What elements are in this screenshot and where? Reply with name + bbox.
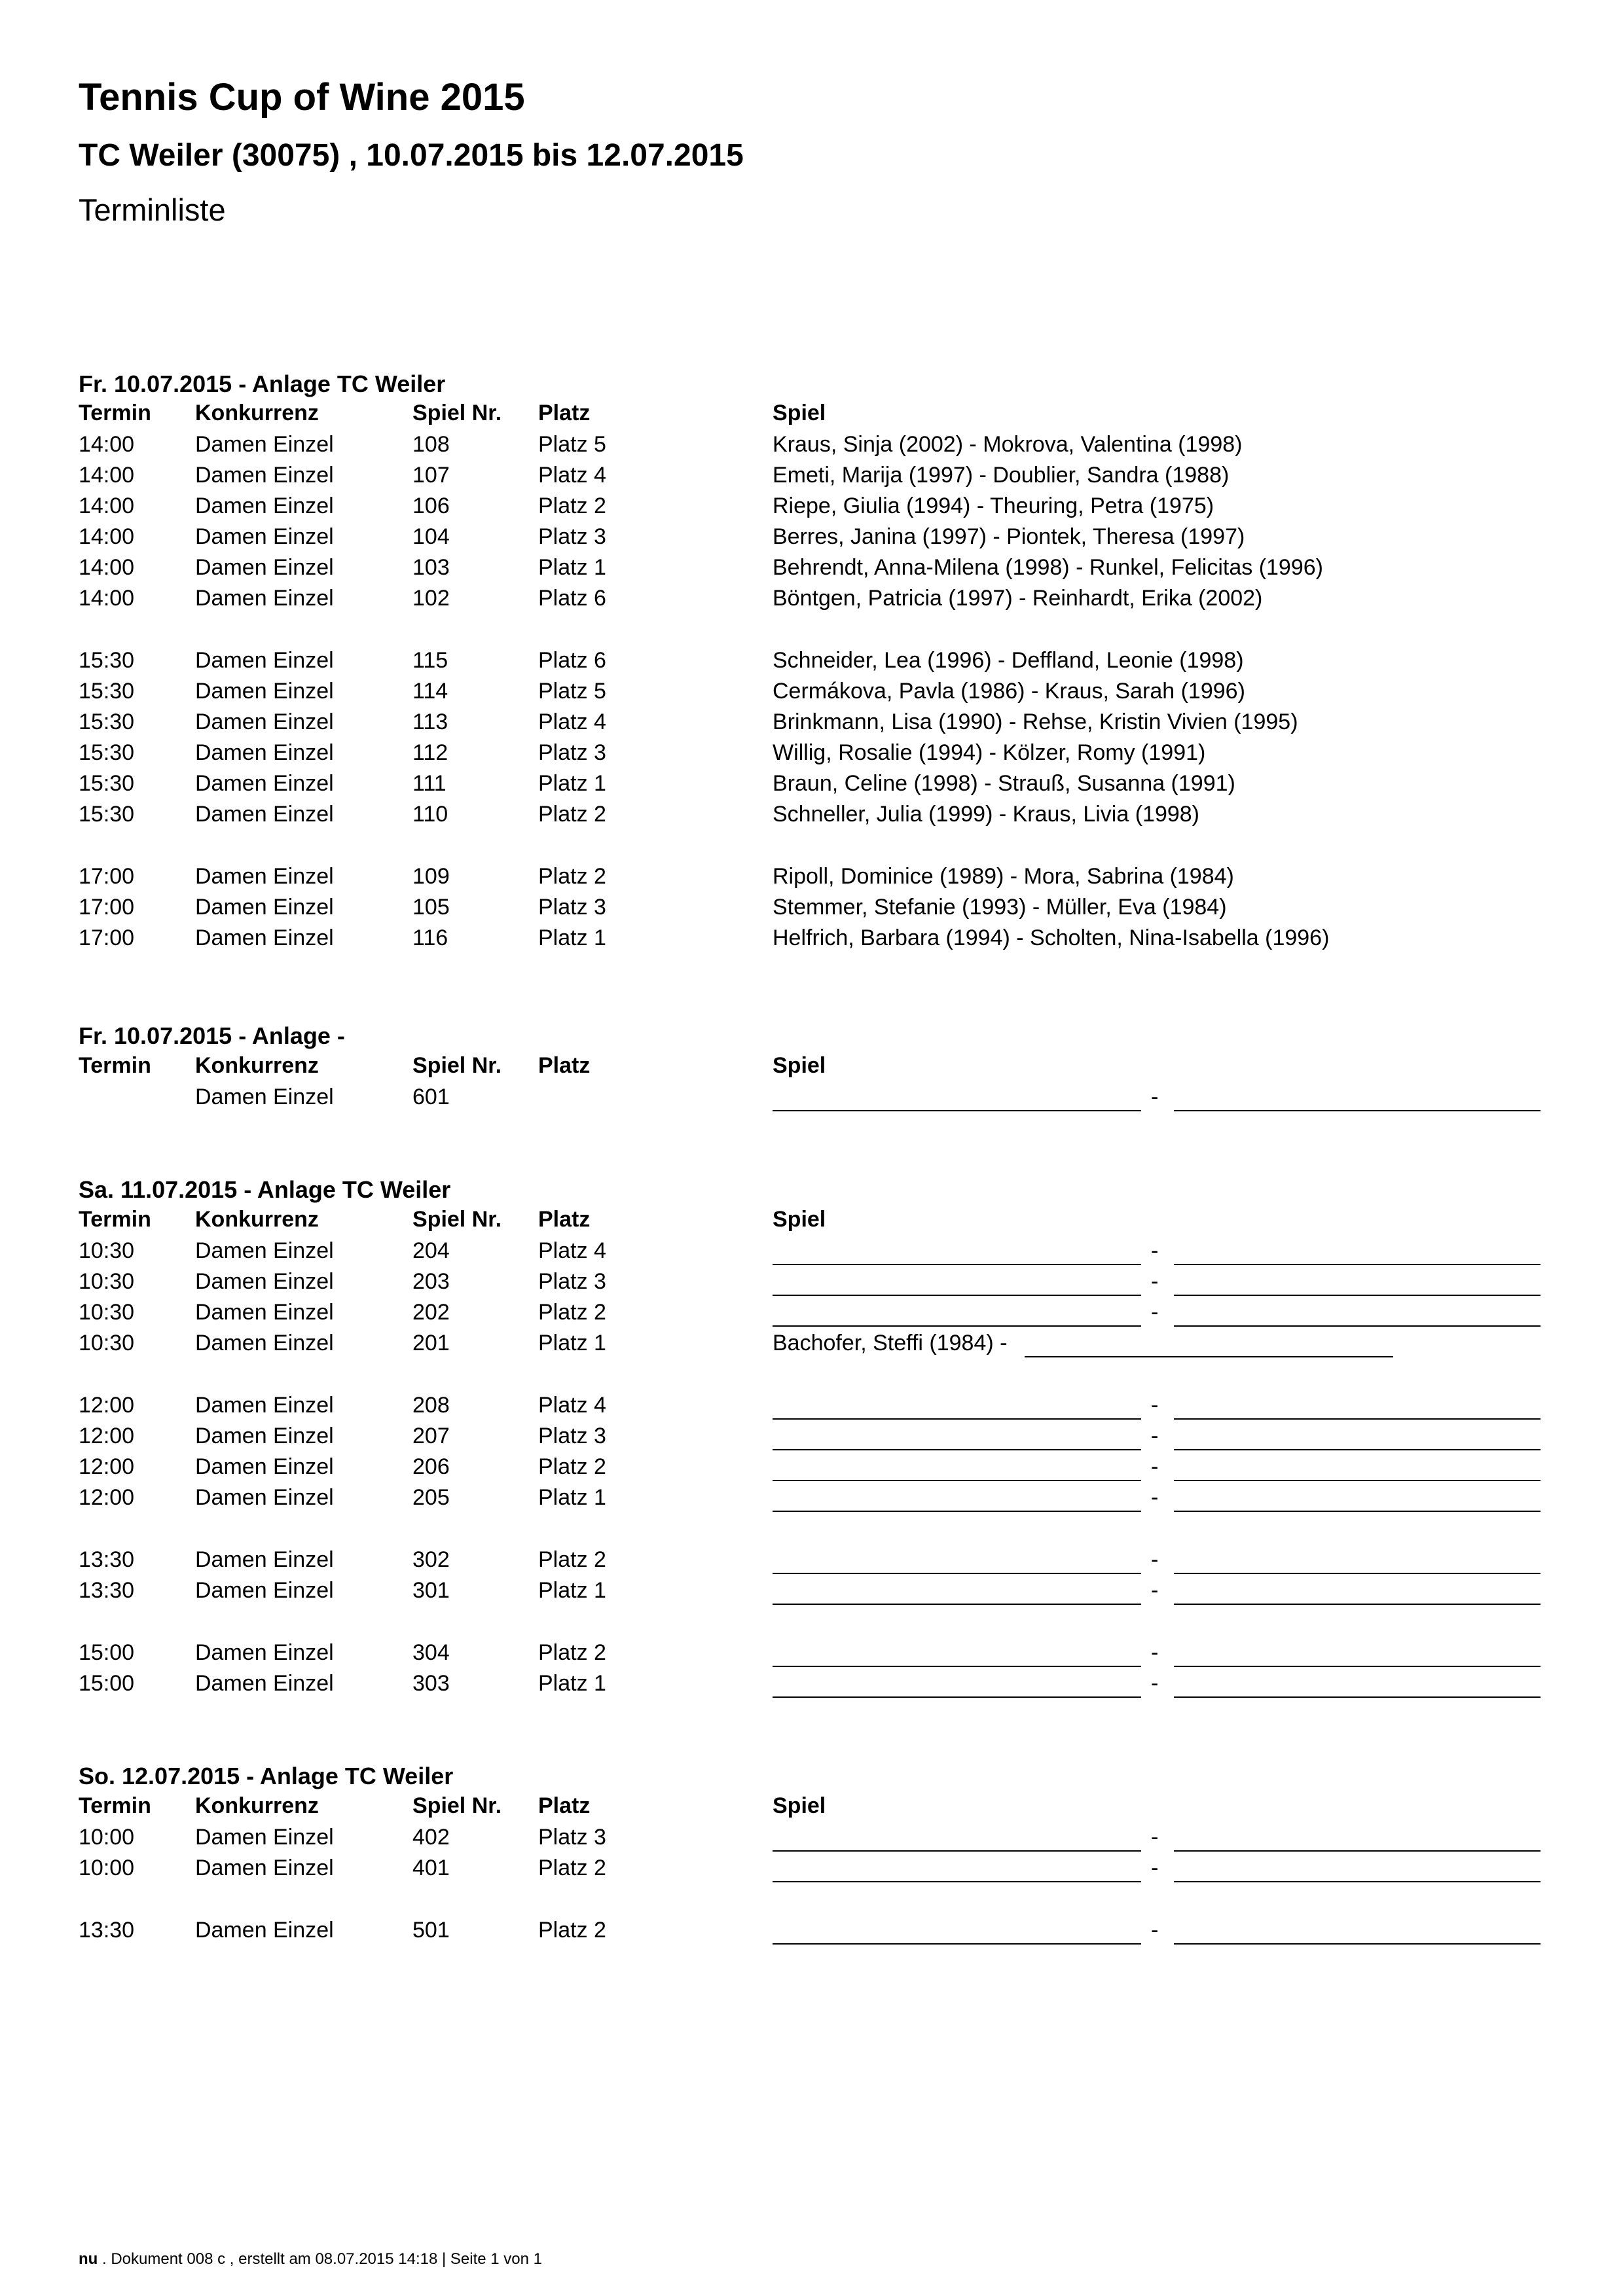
header-platz: Platz: [538, 401, 591, 425]
blank-player-line: [773, 1325, 1141, 1327]
konkurrenz-cell: Damen Einzel: [195, 895, 334, 920]
table-row: [0, 925, 1623, 956]
termin-cell: 12:00: [79, 1424, 135, 1448]
termin-cell: 13:30: [79, 1918, 135, 1943]
konkurrenz-cell: Damen Einzel: [195, 740, 334, 765]
spiel-nr-cell: 106: [412, 493, 450, 518]
spiel-nr-cell: 109: [412, 864, 450, 889]
spiel-nr-cell: 110: [412, 802, 448, 827]
platz-cell: Platz 2: [538, 1640, 606, 1665]
spiel-nr-cell: 111: [412, 771, 447, 796]
platz-cell: Platz 2: [538, 802, 606, 827]
spiel-nr-cell: 203: [412, 1269, 450, 1294]
table-row: [0, 709, 1623, 740]
termin-cell: 14:00: [79, 524, 135, 549]
blank-player-line: [1174, 1295, 1541, 1296]
header-termin: Termin: [79, 1793, 151, 1818]
match-separator: -: [1151, 1640, 1159, 1665]
table-row: [0, 1856, 1623, 1886]
table-header: [0, 1793, 1623, 1824]
blank-player-line: [773, 1449, 1141, 1450]
blank-player-line: [773, 1666, 1141, 1667]
konkurrenz-cell: Damen Einzel: [195, 432, 334, 457]
platz-cell: Platz 2: [538, 1547, 606, 1572]
termin-cell: 10:30: [79, 1269, 135, 1294]
spiel-nr-cell: 401: [412, 1856, 450, 1880]
konkurrenz-cell: Damen Einzel: [195, 555, 334, 580]
match-cell: Helfrich, Barbara (1994) - Scholten, Nina-Isabella (1996): [773, 925, 1330, 950]
spiel-nr-cell: 105: [412, 895, 450, 920]
header-konkurrenz: Konkurrenz: [195, 401, 319, 425]
spiel-nr-cell: 103: [412, 555, 450, 580]
table-row: [0, 586, 1623, 617]
match-cell: Schneider, Lea (1996) - Deffland, Leonie (1998): [773, 648, 1244, 673]
konkurrenz-cell: Damen Einzel: [195, 1393, 334, 1418]
spiel-nr-cell: 107: [412, 463, 450, 488]
match-cell: Willig, Rosalie (1994) - Kölzer, Romy (1991): [773, 740, 1206, 765]
blank-player-line: [1174, 1449, 1541, 1450]
konkurrenz-cell: Damen Einzel: [195, 493, 334, 518]
termin-cell: 10:00: [79, 1856, 135, 1880]
blank-player-line: [1174, 1943, 1541, 1945]
blank-player-line: [773, 1881, 1141, 1882]
header-termin: Termin: [79, 1053, 151, 1078]
header-spiel: Spiel: [773, 401, 826, 425]
konkurrenz-cell: Damen Einzel: [195, 1671, 334, 1696]
termin-cell: 12:00: [79, 1454, 135, 1479]
konkurrenz-cell: Damen Einzel: [195, 1300, 334, 1325]
blank-player-line: [773, 1418, 1141, 1420]
konkurrenz-cell: Damen Einzel: [195, 1269, 334, 1294]
termin-cell: 17:00: [79, 895, 135, 920]
header-spiel-nr: Spiel Nr.: [412, 401, 502, 425]
platz-cell: Platz 3: [538, 740, 606, 765]
konkurrenz-cell: Damen Einzel: [195, 1547, 334, 1572]
footer-brand: nu: [79, 2250, 98, 2268]
header-konkurrenz: Konkurrenz: [195, 1793, 319, 1818]
termin-cell: 14:00: [79, 432, 135, 457]
spiel-nr-cell: 601: [412, 1085, 450, 1109]
section-title: So. 12.07.2015 - Anlage TC Weiler: [79, 1763, 454, 1789]
table-row: [0, 1485, 1623, 1516]
spiel-nr-cell: 303: [412, 1671, 450, 1696]
spiel-nr-cell: 113: [412, 709, 448, 734]
table-row: [0, 1300, 1623, 1331]
termin-cell: 15:30: [79, 740, 135, 765]
match-cell: Braun, Celine (1998) - Strauß, Susanna (1991): [773, 771, 1235, 796]
blank-player-line: [1174, 1480, 1541, 1481]
termin-cell: 12:00: [79, 1485, 135, 1510]
match-cell: Schneller, Julia (1999) - Kraus, Livia (1998): [773, 802, 1199, 827]
match-separator: -: [1151, 1238, 1159, 1263]
konkurrenz-cell: Damen Einzel: [195, 1454, 334, 1479]
match-separator: -: [1151, 1578, 1159, 1603]
match-cell: Stemmer, Stefanie (1993) - Müller, Eva (1984): [773, 895, 1227, 920]
spiel-nr-cell: 207: [412, 1424, 450, 1448]
match-separator: -: [1151, 1918, 1159, 1943]
spiel-nr-cell: 206: [412, 1454, 450, 1479]
konkurrenz-cell: Damen Einzel: [195, 1640, 334, 1665]
termin-cell: 15:30: [79, 771, 135, 796]
section-title: Fr. 10.07.2015 - Anlage TC Weiler: [79, 370, 446, 397]
konkurrenz-cell: Damen Einzel: [195, 1856, 334, 1880]
document-title: Tennis Cup of Wine 2015: [79, 76, 525, 118]
table-row: [0, 895, 1623, 925]
blank-player-line: [773, 1943, 1141, 1945]
konkurrenz-cell: Damen Einzel: [195, 1825, 334, 1850]
table-row: [0, 740, 1623, 771]
spiel-nr-cell: 501: [412, 1918, 450, 1943]
table-header: [0, 1053, 1623, 1084]
blank-player-line: [1174, 1604, 1541, 1605]
match-cell: Brinkmann, Lisa (1990) - Rehse, Kristin Vivien (1995): [773, 709, 1298, 734]
konkurrenz-cell: Damen Einzel: [195, 802, 334, 827]
footer-text: . Dokument 008 c , erstellt am 08.07.2015 14:18 | Seite 1 von 1: [98, 2250, 542, 2268]
konkurrenz-cell: Damen Einzel: [195, 1485, 334, 1510]
table-row: [0, 1393, 1623, 1424]
table-row: [0, 555, 1623, 586]
table-row: [0, 679, 1623, 709]
match-separator: -: [1151, 1454, 1159, 1479]
platz-cell: Platz 3: [538, 1269, 606, 1294]
table-row: [0, 802, 1623, 833]
match-separator: -: [1151, 1085, 1159, 1109]
table-row: [0, 1331, 1623, 1361]
platz-cell: Platz 2: [538, 1918, 606, 1943]
match-separator: -: [1151, 1485, 1159, 1510]
platz-cell: Platz 2: [538, 1300, 606, 1325]
header-spiel-nr: Spiel Nr.: [412, 1793, 502, 1818]
table-row: [0, 648, 1623, 679]
platz-cell: Platz 4: [538, 1393, 606, 1418]
platz-cell: Platz 1: [538, 1671, 606, 1696]
termin-cell: 15:30: [79, 709, 135, 734]
blank-player-line: [1174, 1264, 1541, 1265]
termin-cell: 10:30: [79, 1238, 135, 1263]
platz-cell: Platz 1: [538, 555, 606, 580]
spiel-nr-cell: 102: [412, 586, 450, 611]
termin-cell: 15:30: [79, 648, 135, 673]
header-konkurrenz: Konkurrenz: [195, 1207, 319, 1232]
blank-player-line: [773, 1573, 1141, 1574]
match-cell: Berres, Janina (1997) - Piontek, Theresa (1997): [773, 524, 1245, 549]
match-separator: -: [1151, 1856, 1159, 1880]
header-spiel: Spiel: [773, 1793, 826, 1818]
blank-player-line: [1025, 1356, 1393, 1357]
spiel-nr-cell: 114: [412, 679, 448, 704]
termin-cell: 15:00: [79, 1671, 135, 1696]
table-row: [0, 1085, 1623, 1115]
konkurrenz-cell: Damen Einzel: [195, 864, 334, 889]
termin-cell: 10:00: [79, 1825, 135, 1850]
footer: [79, 2250, 542, 2269]
header-spiel-nr: Spiel Nr.: [412, 1207, 502, 1232]
match-player: Bachofer, Steffi (1984) -: [773, 1331, 1008, 1355]
blank-player-line: [1174, 1511, 1541, 1512]
spiel-nr-cell: 402: [412, 1825, 450, 1850]
table-header: [0, 1207, 1623, 1238]
platz-cell: Platz 2: [538, 1454, 606, 1479]
table-row: [0, 1547, 1623, 1578]
blank-player-line: [773, 1511, 1141, 1512]
termin-cell: 13:30: [79, 1578, 135, 1603]
spiel-nr-cell: 208: [412, 1393, 450, 1418]
header-konkurrenz: Konkurrenz: [195, 1053, 319, 1078]
platz-cell: Platz 3: [538, 1825, 606, 1850]
termin-cell: 14:00: [79, 463, 135, 488]
table-row: [0, 771, 1623, 802]
spiel-nr-cell: 112: [412, 740, 448, 765]
match-separator: -: [1151, 1825, 1159, 1850]
spiel-nr-cell: 301: [412, 1578, 450, 1603]
list-name: Terminliste: [79, 192, 226, 227]
header-spiel: Spiel: [773, 1053, 826, 1078]
termin-cell: 17:00: [79, 925, 135, 950]
konkurrenz-cell: Damen Einzel: [195, 1085, 334, 1109]
blank-player-line: [773, 1850, 1141, 1852]
table-row: [0, 1918, 1623, 1948]
platz-cell: Platz 5: [538, 679, 606, 704]
match-cell: Böntgen, Patricia (1997) - Reinhardt, Erika (2002): [773, 586, 1263, 611]
spiel-nr-cell: 302: [412, 1547, 450, 1572]
platz-cell: Platz 1: [538, 1578, 606, 1603]
platz-cell: Platz 1: [538, 771, 606, 796]
termin-cell: 10:30: [79, 1300, 135, 1325]
table-row: [0, 432, 1623, 463]
match-separator: -: [1151, 1393, 1159, 1418]
konkurrenz-cell: Damen Einzel: [195, 648, 334, 673]
header-spiel-nr: Spiel Nr.: [412, 1053, 502, 1078]
termin-cell: 15:00: [79, 1640, 135, 1665]
blank-player-line: [1174, 1418, 1541, 1420]
blank-player-line: [773, 1110, 1141, 1111]
table-row: [0, 1238, 1623, 1269]
spiel-nr-cell: 204: [412, 1238, 450, 1263]
termin-cell: 17:00: [79, 864, 135, 889]
platz-cell: Platz 4: [538, 1238, 606, 1263]
platz-cell: Platz 1: [538, 925, 606, 950]
spiel-nr-cell: 201: [412, 1331, 450, 1355]
document-subtitle: TC Weiler (30075) , 10.07.2015 bis 12.07.2015: [79, 138, 744, 173]
platz-cell: Platz 3: [538, 895, 606, 920]
konkurrenz-cell: Damen Einzel: [195, 586, 334, 611]
match-separator: -: [1151, 1671, 1159, 1696]
table-header: [0, 401, 1623, 431]
blank-player-line: [773, 1696, 1141, 1698]
platz-cell: Platz 6: [538, 648, 606, 673]
spiel-nr-cell: 108: [412, 432, 450, 457]
blank-player-line: [773, 1264, 1141, 1265]
header-termin: Termin: [79, 401, 151, 425]
platz-cell: Platz 1: [538, 1485, 606, 1510]
table-row: [0, 463, 1623, 493]
table-row: [0, 1825, 1623, 1856]
konkurrenz-cell: Damen Einzel: [195, 679, 334, 704]
match-cell: Ripoll, Dominice (1989) - Mora, Sabrina (1984): [773, 864, 1234, 889]
blank-player-line: [1174, 1325, 1541, 1327]
termin-cell: 12:00: [79, 1393, 135, 1418]
header-platz: Platz: [538, 1793, 591, 1818]
spiel-nr-cell: 304: [412, 1640, 450, 1665]
konkurrenz-cell: Damen Einzel: [195, 1918, 334, 1943]
match-cell: Cermákova, Pavla (1986) - Kraus, Sarah (1996): [773, 679, 1245, 704]
section-title: Sa. 11.07.2015 - Anlage TC Weiler: [79, 1176, 451, 1203]
header-platz: Platz: [538, 1207, 591, 1232]
termin-cell: 15:30: [79, 802, 135, 827]
platz-cell: Platz 3: [538, 524, 606, 549]
termin-cell: 10:30: [79, 1331, 135, 1355]
table-row: [0, 1424, 1623, 1454]
match-separator: -: [1151, 1424, 1159, 1448]
header-spiel: Spiel: [773, 1207, 826, 1232]
match-cell: Behrendt, Anna-Milena (1998) - Runkel, Felicitas (1996): [773, 555, 1323, 580]
termin-cell: 13:30: [79, 1547, 135, 1572]
blank-player-line: [1174, 1696, 1541, 1698]
platz-cell: Platz 3: [538, 1424, 606, 1448]
platz-cell: Platz 2: [538, 1856, 606, 1880]
konkurrenz-cell: Damen Einzel: [195, 771, 334, 796]
match-separator: -: [1151, 1300, 1159, 1325]
termin-cell: 14:00: [79, 586, 135, 611]
platz-cell: Platz 2: [538, 493, 606, 518]
termin-cell: 15:30: [79, 679, 135, 704]
table-row: [0, 1640, 1623, 1671]
blank-player-line: [1174, 1666, 1541, 1667]
platz-cell: Platz 2: [538, 864, 606, 889]
match-separator: -: [1151, 1547, 1159, 1572]
konkurrenz-cell: Damen Einzel: [195, 925, 334, 950]
table-row: [0, 1671, 1623, 1702]
termin-cell: 14:00: [79, 555, 135, 580]
spiel-nr-cell: 104: [412, 524, 450, 549]
termin-cell: 14:00: [79, 493, 135, 518]
header-termin: Termin: [79, 1207, 151, 1232]
konkurrenz-cell: Damen Einzel: [195, 709, 334, 734]
blank-player-line: [1174, 1850, 1541, 1852]
table-row: [0, 1578, 1623, 1609]
table-row: [0, 864, 1623, 895]
platz-cell: Platz 4: [538, 463, 606, 488]
platz-cell: Platz 6: [538, 586, 606, 611]
spiel-nr-cell: 115: [412, 648, 448, 673]
platz-cell: Platz 5: [538, 432, 606, 457]
table-row: [0, 493, 1623, 524]
konkurrenz-cell: Damen Einzel: [195, 1578, 334, 1603]
match-separator: -: [1151, 1269, 1159, 1294]
konkurrenz-cell: Damen Einzel: [195, 524, 334, 549]
blank-player-line: [1174, 1881, 1541, 1882]
konkurrenz-cell: Damen Einzel: [195, 1424, 334, 1448]
konkurrenz-cell: Damen Einzel: [195, 463, 334, 488]
platz-cell: Platz 1: [538, 1331, 606, 1355]
section-title: Fr. 10.07.2015 - Anlage -: [79, 1022, 345, 1049]
spiel-nr-cell: 205: [412, 1485, 450, 1510]
table-row: [0, 1269, 1623, 1300]
blank-player-line: [773, 1295, 1141, 1296]
header-platz: Platz: [538, 1053, 591, 1078]
table-row: [0, 524, 1623, 555]
blank-player-line: [1174, 1110, 1541, 1111]
spiel-nr-cell: 116: [412, 925, 448, 950]
konkurrenz-cell: Damen Einzel: [195, 1331, 334, 1355]
blank-player-line: [1174, 1573, 1541, 1574]
match-cell: Riepe, Giulia (1994) - Theuring, Petra (1975): [773, 493, 1214, 518]
match-cell: Kraus, Sinja (2002) - Mokrova, Valentina (1998): [773, 432, 1243, 457]
platz-cell: Platz 4: [538, 709, 606, 734]
spiel-nr-cell: 202: [412, 1300, 450, 1325]
blank-player-line: [773, 1604, 1141, 1605]
match-cell: Emeti, Marija (1997) - Doublier, Sandra (1988): [773, 463, 1230, 488]
konkurrenz-cell: Damen Einzel: [195, 1238, 334, 1263]
blank-player-line: [773, 1480, 1141, 1481]
table-row: [0, 1454, 1623, 1485]
